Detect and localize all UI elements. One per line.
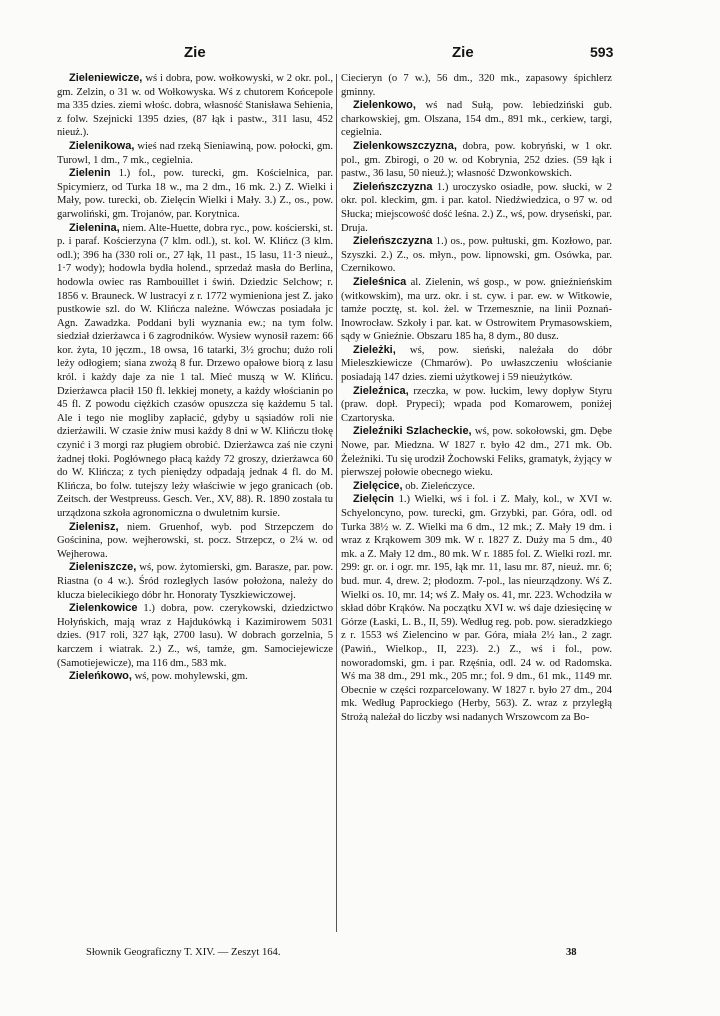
dictionary-entry — [341, 276, 612, 344]
entry-text: 1.) uroczysko osiadłe, pow. słucki, w 2 okr. pol. kleckim, gm. i par. katol. Niedźwiedzica, o 97 w. od Słucka; miejscowość dość leśna. 2.) Z., wś, pow. dryseński, par. Druja. — [341, 181, 612, 234]
entry-headword: Zieleźnica, — [353, 384, 409, 397]
dictionary-entry — [57, 670, 333, 684]
entry-headword: Zielenina, — [69, 221, 120, 234]
entry-headword: Zielenisz, — [69, 520, 119, 533]
entry-headword: Zielenkowszczyzna, — [353, 139, 457, 152]
dictionary-entry — [341, 493, 612, 724]
entry-text: al. Zielenin, wś gosp., w pow. gnieźnieńskim (witkowskim), ma urz. okr. i st. cyw. i par. ew. w Witkowie, tamże pocztę, st. kol. żel. w Trzemesznie, na linii Poznań-Inowrocław. Szkoły i par. kat. w Ostrowitem Prymasowskiem, sądy w Gnieźnie. Obszaru 185 ha, 8 dym., 80 dusz. — [341, 276, 612, 343]
entry-headword: Zieleśnica — [353, 275, 407, 288]
entry-text: wś, pow. mohylewski, gm. — [131, 671, 248, 683]
entry-headword: Zielenkowo, — [353, 99, 416, 112]
entry-headword: Zieleńszczyzna — [353, 180, 433, 193]
entry-headword: Zieleniszcze, — [69, 561, 137, 574]
footer-sheet-number: 38 — [566, 947, 577, 958]
entry-text: wś, pow. sokołowski, gm. Dębe Nowe, par. Miedzna. W 1827 r. było 42 dm., 271 mk. Ob. Żeleźniki. Tu się urodził Żochowski Feliks, gramatyk, żyjący w pierwszej połowie obecnego wieku. — [341, 426, 612, 479]
page-header — [0, 44, 720, 68]
entry-headword: Zieleniewicze, — [69, 72, 143, 84]
dictionary-entry — [57, 167, 333, 221]
dictionary-entry — [341, 140, 612, 181]
entry-text: Ciecieryn (o 7 w.), 56 dm., 320 mk., zapasowy śpichlerz gminny. — [341, 73, 612, 98]
entry-headword: Zielęcice, — [353, 479, 403, 492]
entry-headword: Zielęcin — [353, 493, 394, 506]
entry-text: wś i dobra, pow. wołkowyski, w 2 okr. pol., gm. Zelzin, o 31 w. od Wołkowyska. Wś z chutorem Końcepole ma 335 dzies. ziemi włośc. dobra, własność Stanisława Sehienia, z folw. Szejnicki 1395 dzies, (87 łąk i pastw., 311 lasu, 452 nieuż.). — [57, 73, 333, 139]
entry-headword: Zieleńkowo, — [69, 670, 132, 683]
entry-text: dobra, pow. kobryński, w 1 okr. pol., gm. Zbirogi, o 20 w. od Kobrynia, 252 dzies. (59 łąk i pastw., 36 lasu, 50 nieuż.); własność Dzwonkowskich. — [341, 140, 612, 180]
entry-text: wś nad Sułą, pow. lebiedziński gub. charkowskiej, gm. Olszana, 154 dm., 891 mk., cerkiew, targi, cegielnia. — [341, 100, 612, 139]
page-footer — [0, 947, 720, 967]
header-center-word: Zie — [452, 44, 474, 61]
entry-text: niem. Gruenhof, wyb. pod Strzepczem do Gościnina, pow. wejherowski, st. pocz. Strzepcz, o 2¼ w. od Wejherowa. — [57, 521, 333, 560]
entry-text: niem. Alte-Huette, dobra ryc., pow. kościerski, st. p. i paraf. Kościerzyna (7 klm. odl.), st. kol. W. Klińcz (3 klm. odl.); 396 ha (330 roli or., 27 łąk, 11 past., 15 lasu, 11·3 nieuż., 1·7 wody); hodowla bydła holend., sprzedaż masła do Berlina, hodowla owiec ras Rambouillet i świń. Dziedzic Selchow; r. 1856 v. Brauneck. W lustracyi z r. 1772 wymieniona jest Z. jako pustkowie szl. do W. Klińcza należne. Wówczas posiadała jc Agn. Zawadzka. Poddani byli wyznania ew.; na tym folw. siedział dzierżawca i 6 zagrodników. Wysiew wynosił razem: 66 kor. żyta, 10 jęczm., 18 owsa, 16 tatarki, 3½ grochu; dużo roli leży odłogiem; siana zwożą 8 fur. Drzewo opałowe biorą z lasu król. i każdy daje za nie 1 tal. Mieć muszą w W. Klińcu. Dzierżawca płacił 150 fl. lekkiej monety, a każdy włościanin po 45 fl. Z powodu ciężkich czasów opuszcza się każdemu 5 tal. Ale i tego nie mogliby zapłacić, gdyby u sąsiadów roli nie dzierżawili. W czasie żniw musi każdy 8 dni w W. Klińczu tłokę czynić i 3 morgi raz pługiem obrobić. Dzierżawca zaś nie czyni żadnej tłoki. Pogłównego płacą każdy 72 groszy, dzierżawca 60 do W. Klińcza; z tych pieniędzy odpadają jednak 4 fl. do M. Klińcza, bo folw. tutejszy leży właściwie w jego granicach (ob. Zeitsch. der Westpreuss. Gesch. Ver., XV, 88). R. 1890 została tu urządzona szkoła agronomiczna o dwuletnim kursie. — [57, 222, 333, 519]
entry-headword: Zieleźniki Szlacheckie, — [353, 425, 472, 438]
dictionary-entry — [57, 140, 333, 167]
entry-text: 1.) Wielki, wś i fol. i Z. Mały, kol., w XVI w. Schyeloncyno, pow. turecki, gm. Grzybki, par. Góra, odl. od Turka 38½ w. Z. Wielki ma 6 dm., 12 mk.; Z. Mały 19 dm. i wraz z Krąkowem 309 mk. W r. 1827 Z. Duży ma 5 dm., 40 mk. a Z. Mały 12 dm., 80 mk. W r. 1885 fol. Z. Wielki rozl. mr. 299: gr. or. i ogr. mr. 195, łąk mr. 11, lasu mr. 87, nieuż. mr. 6; bud. mur. 4, drew. 2; płodozm. 7-pol., las nieurządzony. Wś Z. Wielki os. 10, mr. 14; wś Z. Mały os. 41, mr. 223. Wchodziła w skład dóbr Krąków. Na początku XVI w. wś daje dziesięcinę w Górze (Łaski, L. B., II, 59). Według reg. pob. pow. sieradzkiego z r. 1553 wś Zielencino w par. Góra, miała 2½ łan., 2 zagr. (Pawiń., Wielkop., II, 223). 2.) Z., wś i fol., pow. noworadomski, gm. i par. Rzęśnia, odl. 24 w. od Radomska. Wś ma 38 dm., 291 mk., 205 mr.; fol. 9 dm., 61 mk., 1149 mr. Obecnie w części rozparcelowany. W 1827 r. było 27 dm., 204 mk. Według Paprockiego (Herby, 563). Z. wraz z przyległą Strożą należał do liczby wsi nadanych Wrszowcom za Bo- — [341, 494, 612, 723]
entry-headword: Zieleńszczyzna — [353, 235, 433, 248]
entry-text: wieś nad rzeką Sieniawiną, pow. połocki, gm. Turowl, 1 dm., 7 mk., cegielnia. — [57, 140, 333, 166]
entry-text: 1.) dobra, pow. czerykowski, dziedzictwo Hołyńskich, mają wraz z Hajdukówką i Kazimirowem 5031 dzies. (917 roli, 327 łąk, 2700 lasu). W dobrach gorzelnia, 5 karczem i wiatrak. 2.) Z., wś, tamże, gm. Samociejewicze (Samotiejewicze), ma 116 dm., 583 mk. — [57, 603, 333, 669]
left-column — [57, 72, 333, 684]
entry-text: wś, pow. sieński, należała do dóbr Mieleszkiewicze (Chmarów). Po uwłaszczeniu włościanie posiadają 147 dzies. ziemi użytkowej i 59 nieużytków. — [341, 344, 612, 384]
dictionary-entry — [57, 521, 333, 562]
dictionary-entry — [341, 480, 612, 494]
dictionary-entry — [57, 222, 333, 521]
dictionary-entry — [341, 385, 612, 426]
dictionary-entry — [57, 72, 333, 140]
dictionary-entry — [57, 602, 333, 670]
entry-headword: Zielenkowice — [69, 602, 138, 615]
entry-headword: Zieleżki, — [353, 343, 396, 356]
dictionary-entry — [341, 425, 612, 479]
header-left-word: Zie — [184, 44, 206, 61]
dictionary-entry — [341, 72, 612, 99]
entry-headword: Zielenikowa, — [69, 139, 135, 152]
column-divider — [336, 74, 337, 932]
dictionary-entry — [341, 99, 612, 140]
footer-title: Słownik Geograficzny T. XIV. — Zeszyt 164. — [86, 947, 281, 958]
page-number: 593 — [590, 44, 614, 60]
entry-text: ob. Zieleńczyce. — [402, 480, 475, 492]
dictionary-entry — [341, 235, 612, 276]
right-column — [341, 72, 612, 725]
entry-text: 1.) os., pow. pułtuski, gm. Kozłowo, par. Szyszki. 2.) Z., os. młyn., pow. lipnowski, gm. Osówka, par. Czernikowo. — [341, 236, 612, 275]
dictionary-entry — [57, 561, 333, 602]
entry-text: 1.) fol., pow. turecki, gm. Kościelnica, par. Spicymierz, od Turka 18 w., ma 2 dm., 16 mk. 2.) Z. Wielki i Mały, pow. turecki, ob. Zielęcin Wielki i Mały. 3.) Z., os., pow. garwoliński, gm. Trojanów, par. Korytnica. — [57, 168, 333, 220]
dictionary-entry — [341, 344, 612, 385]
entry-text: rzeczka, w pow. łuckim, lewy dopływ Styru (praw. dopł. Prypeci); wpada pod Komarowem, poniżej Czartoryska. — [341, 385, 612, 424]
dictionary-entry — [341, 181, 612, 235]
entry-headword: Zielenin — [69, 167, 111, 180]
entry-text: wś, pow. żytomierski, gm. Barasze, par. pow. Riastna (o 4 w.). Śród rozległych lasów położona, należy do klucza bielecikiego dóbr hr. Honoraty Tyszkiewiczowej. — [57, 562, 333, 601]
